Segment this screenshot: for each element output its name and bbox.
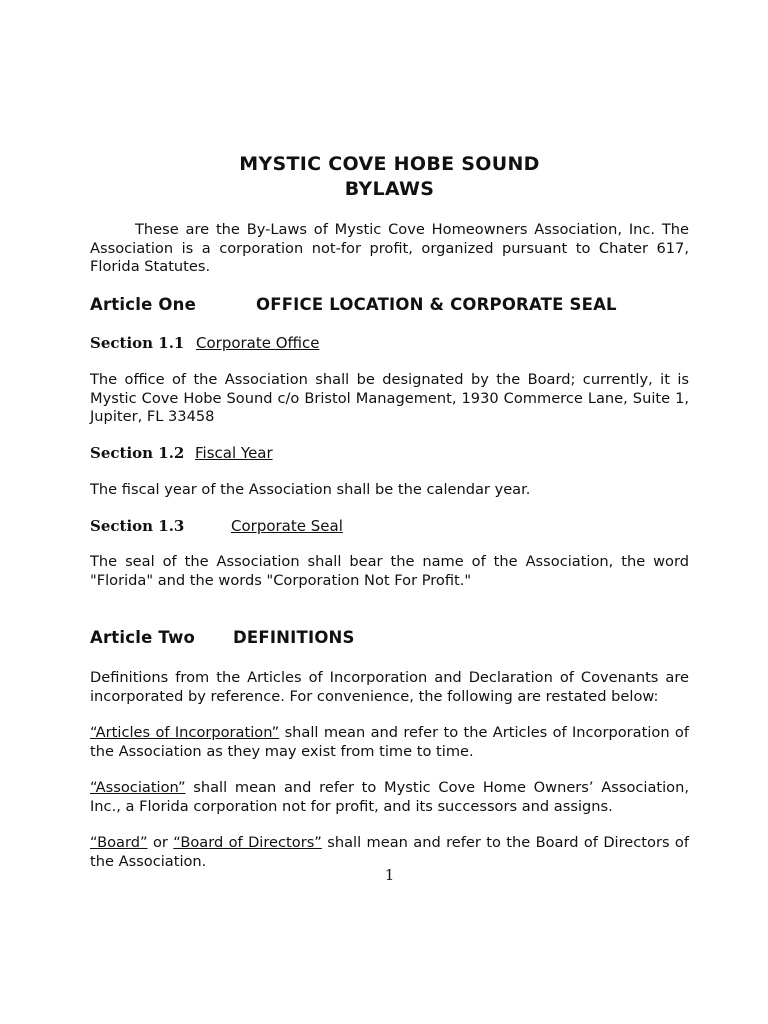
definition-term: “Board of Directors” [173, 834, 322, 851]
article-one-heading [90, 295, 617, 314]
document-page [90, 0, 689, 1024]
section-1-3-title: Corporate Seal [231, 517, 343, 535]
document-title-line1: MYSTIC COVE HOBE SOUND [239, 153, 540, 175]
article-two-label: Article Two [90, 628, 196, 647]
definitions-intro: Definitions from the Articles of Incorporation and Declaration of Covenants are incorporated by reference. For convenience, the following are restated below: [90, 669, 689, 705]
definition-term: “Articles of Incorporation” [90, 724, 280, 741]
page-number: 1 [384, 866, 395, 884]
definition-text: shall mean and refer to the Board of Directors of the Association. [90, 834, 689, 870]
section-1-1-heading [90, 334, 320, 352]
section-1-2-title: Fiscal Year [195, 444, 273, 462]
document-title-line2: BYLAWS [344, 178, 435, 200]
definition-connector: or [147, 834, 174, 851]
article-one-title: OFFICE LOCATION & CORPORATE SEAL [256, 295, 617, 314]
section-1-1-title: Corporate Office [196, 334, 320, 352]
definition-association [90, 779, 689, 816]
section-1-1-body: The office of the Association shall be designated by the Board; currently, it is Mystic Cove Hobe Sound c/o Bristol Management, 1930 Commerce Lane, Suite 1, Jupiter, FL 33458 [90, 371, 689, 425]
definition-text: shall mean and refer to the Articles of Incorporation of the Association as they may exist from time to time. [90, 724, 689, 760]
intro-paragraph: These are the By-Laws of Mystic Cove Homeowners Association, Inc. The Association is a corporation not-for profit, organized pursuant to Chater 617, Florida Statutes. [90, 221, 689, 275]
section-1-3-number: Section 1.3 [90, 517, 185, 535]
section-1-1-number: Section 1.1 [90, 334, 185, 352]
definition-term: “Association” [90, 779, 186, 796]
definition-term: “Board” [90, 834, 148, 851]
article-one-label: Article One [90, 295, 196, 314]
article-two-heading [90, 628, 355, 647]
article-two-title: DEFINITIONS [233, 628, 355, 647]
definition-articles-of-incorporation [90, 724, 689, 761]
section-1-2-body: The fiscal year of the Association shall be the calendar year. [90, 481, 531, 498]
section-1-3-heading [90, 517, 343, 535]
section-1-2-number: Section 1.2 [90, 444, 185, 462]
definition-text: shall mean and refer to Mystic Cove Home Owners’ Association, Inc., a Florida corporation not for profit, and its successors and assigns. [90, 779, 689, 815]
section-1-2-heading [90, 444, 273, 462]
section-1-3-body: The seal of the Association shall bear the name of the Association, the word "Florida" and the words "Corporation Not For Profit." [90, 553, 689, 589]
